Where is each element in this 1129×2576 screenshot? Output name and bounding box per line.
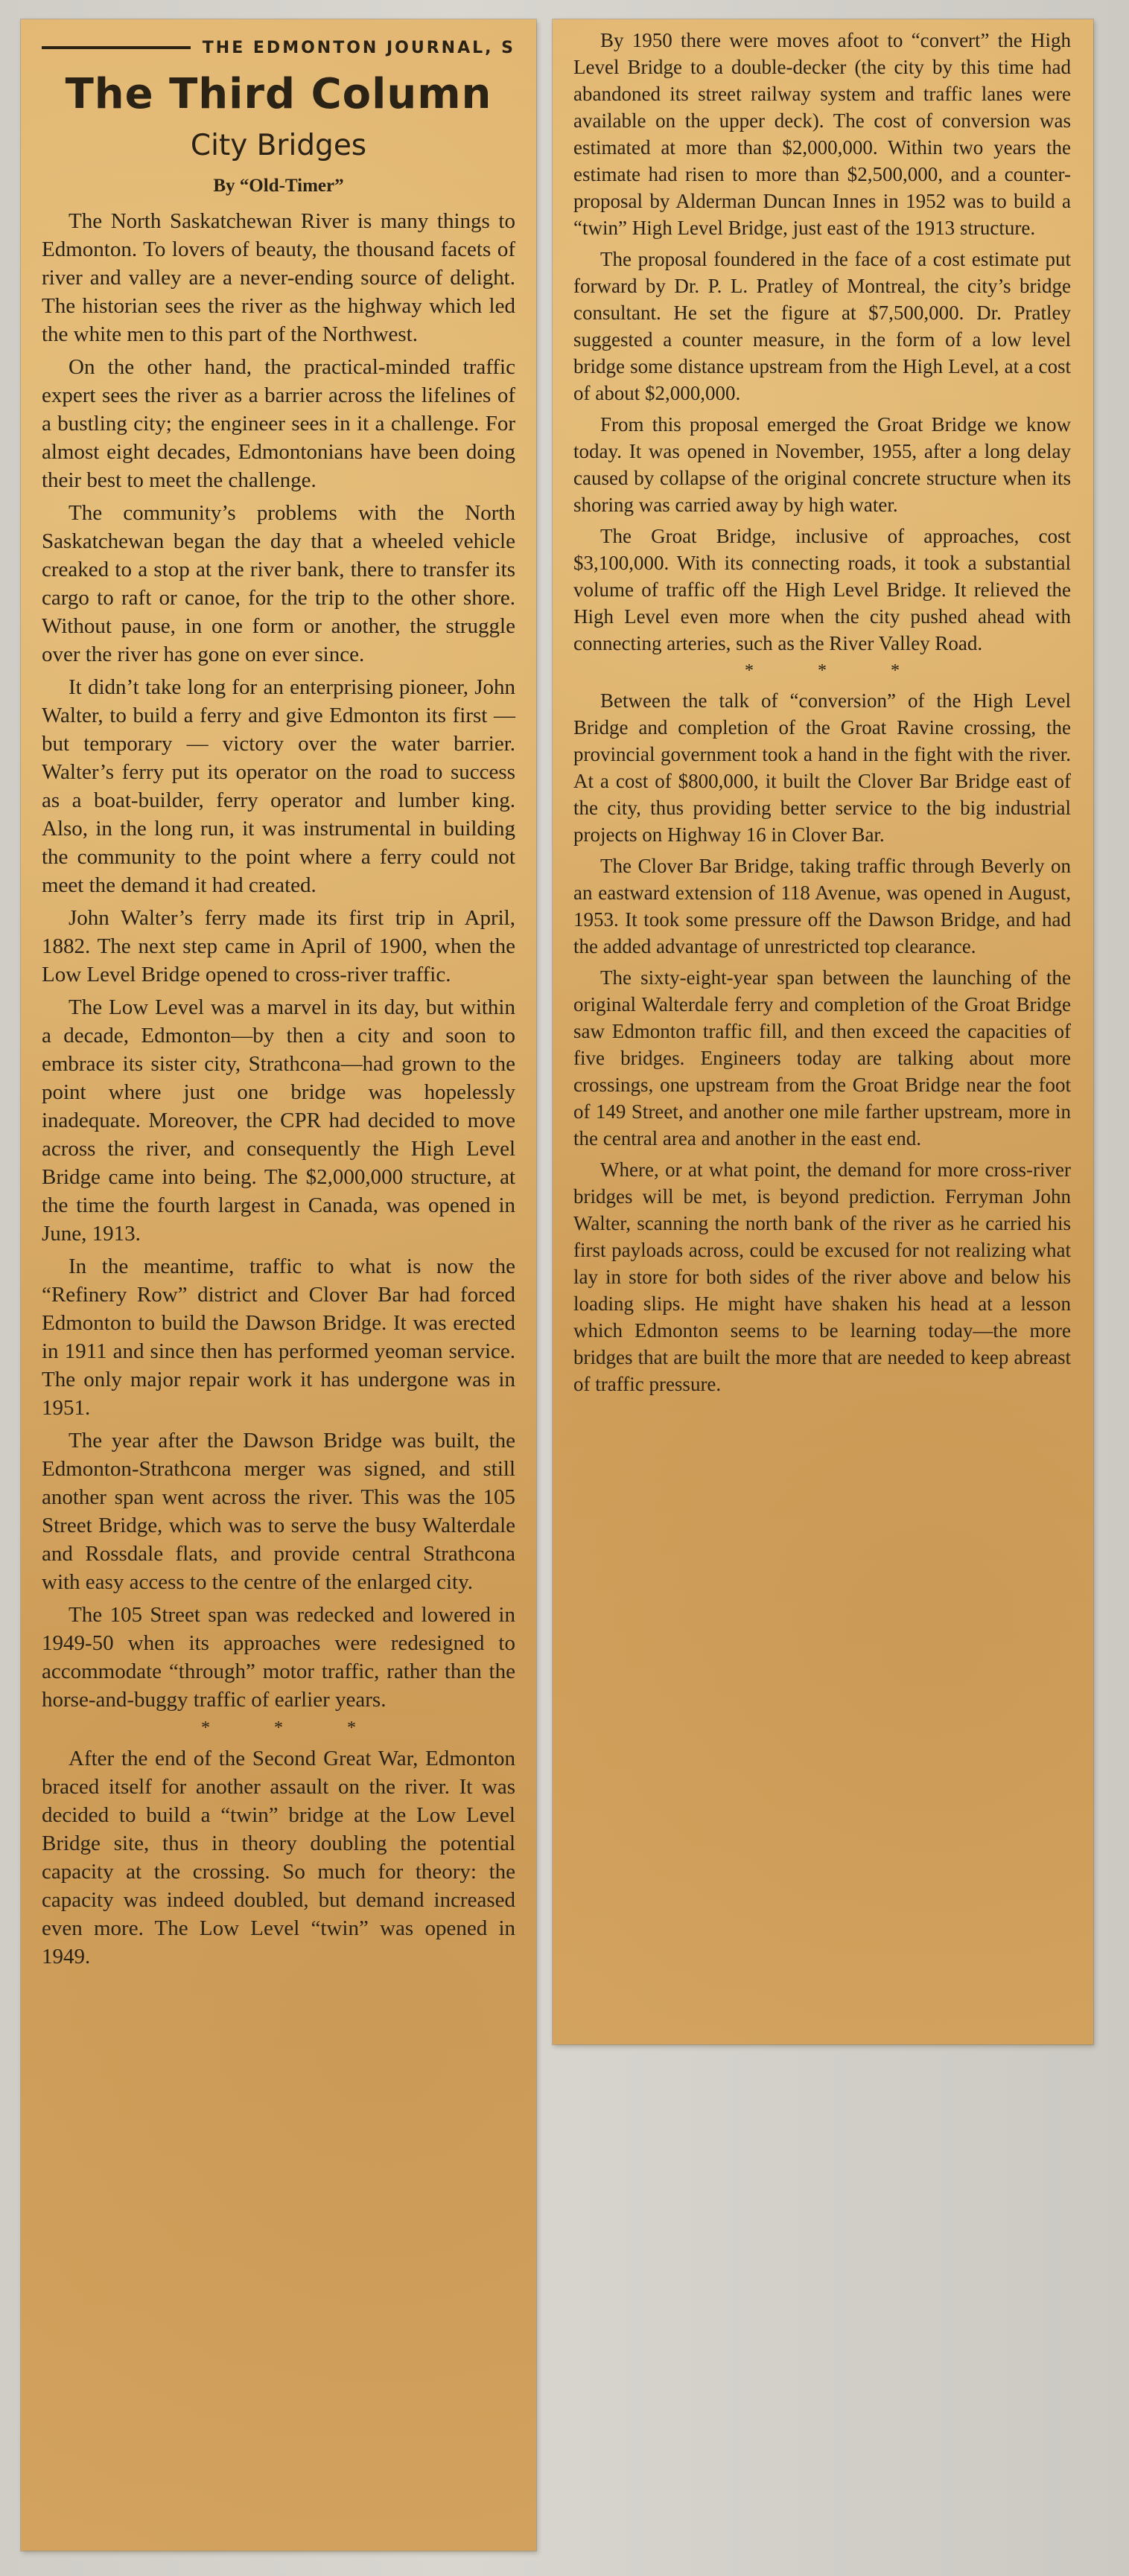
paragraph: Where, or at what point, the demand for more cross-river bridges will be met, is beyond prediction. Ferryman John Walter, scanning the north bank of the river as he carried his first payloads across, could be excused for not realizing what lay in store for both sides of the river above and below his loading slips. He might have shaken his head at a lesson which Edmonton seems to be learning today—the more bridges that are built the more that are needed to keep abreast of traffic pressure. — [573, 1158, 1071, 1395]
paragraph: From this proposal emerged the Groat Bridge we know today. It was opened in November, 1955, after a long delay caused by collapse of the original concrete structure when its shoring was carried away by high water. — [573, 413, 1071, 516]
paragraph: The proposal foundered in the face of a cost estimate put forward by Dr. P. L. Pratley of Montreal, the city’s bridge consultant. He set the figure at $7,500,000. Dr. Pratley suggested a counter measure, in the form of a low level bridge some distance upstream from the High Level, at a cost of about $2,000,000. — [573, 248, 1071, 404]
headline: The Third Column — [65, 70, 492, 118]
paragraph: It didn’t take long for an enterprising pioneer, John Walter, to build a ferry and give Edmonton its first —but temporary — victory over the water barrier. Walter’s ferry put its operator on the road to success as a boat-builder, ferry operator and lumber king. Also, in the long run, it was instrumental in building the community to the point where a ferry could not meet the demand it had created. — [42, 675, 515, 897]
right-column-body — [573, 27, 1071, 1397]
newspaper-name: THE EDMONTON JOURNAL, S — [202, 38, 515, 57]
subheadline: City Bridges — [190, 129, 367, 162]
section-divider: * * * — [201, 1718, 386, 1738]
clipping-left-column — [21, 19, 536, 2551]
paragraph: John Walter’s ferry made its first trip in April, 1882. The next step came in April of 1900, when the Low Level Bridge opened to cross-river traffic. — [42, 906, 515, 986]
paragraph: The community’s problems with the North Saskatchewan began the day that a wheeled vehicle creaked to a stop at the river bank, there to transfer its cargo to raft or canoe, for the trip to the other shore. Without pause, in one form or another, the struggle over the river has gone on ever since. — [42, 501, 515, 666]
paragraph: The Groat Bridge, inclusive of approaches, cost $3,100,000. With its connecting roads, it took a substantial volume of traffic off the High Level Bridge. It relieved the High Level even more when the city pushed ahead with connecting arteries, such as the River Valley Road. — [573, 525, 1071, 654]
masthead — [42, 33, 515, 63]
paragraph: The sixty-eight-year span between the launching of the original Walterdale ferry and completion of the Groat Bridge saw Edmonton traffic fill, and then exceed the capacities of five bridges. Engineers today are talking about more crossings, one upstream from the Groat Bridge near the foot of 149 Street, and another one mile farther upstream, more in the central area and another in the east end. — [573, 966, 1071, 1150]
byline: By “Old-Timer” — [213, 176, 344, 196]
paragraph: The 105 Street span was redecked and lowered in 1949-50 when its approaches were redesigned to accommodate “through” motor traffic, rather than the horse-and-buggy traffic of earlier years. — [42, 1603, 515, 1712]
section-divider: * * * — [745, 661, 929, 680]
paragraph: The Low Level was a marvel in its day, but within a decade, Edmonton—by then a city and soon to embrace its sister city, Strathcona—had grown to the point where just one bridge was hopelessly inadequate. Moreover, the CPR had decided to move across the river, and consequently the High Level Bridge came into being. The $2,000,000 structure, at the time the fourth largest in Canada, was opened in June, 1913. — [42, 995, 515, 1246]
paragraph: The year after the Dawson Bridge was built, the Edmonton-Strathcona merger was signed, and still another span went across the river. This was the 105 Street Bridge, which was to serve the busy Walterdale and Rossdale flats, and provide central Strathcona with easy access to the centre of the enlarged city. — [42, 1429, 515, 1594]
left-column-body — [42, 207, 515, 1971]
clipping-right-column — [553, 19, 1093, 2044]
masthead-rule — [42, 46, 191, 49]
paragraph: On the other hand, the practical-minded traffic expert sees the river as a barrier across the lifelines of a bustling city; the engineer sees in it a challenge. For almost eight decades, Edmontonians have been doing their best to meet the challenge. — [42, 355, 515, 492]
paragraph: The North Saskatchewan River is many things to Edmonton. To lovers of beauty, the thousand facets of river and valley are a never-ending source of delight. The historian sees the river as the highway which led the white men to this part of the Northwest. — [42, 209, 515, 346]
paragraph: The Clover Bar Bridge, taking traffic through Beverly on an eastward extension of 118 Avenue, was opened in August, 1953. It took some pressure off the Dawson Bridge, and had the added advantage of unrestricted top clearance. — [573, 855, 1071, 957]
paragraph: Between the talk of “conversion” of the High Level Bridge and completion of the Groat Ravine crossing, the provincial government took a hand in the fight with the river. At a cost of $800,000, it built the Clover Bar Bridge east of the city, thus providing better service to the big industrial projects on Highway 16 in Clover Bar. — [573, 689, 1071, 846]
paragraph: In the meantime, traffic to what is now the “Refinery Row” district and Clover Bar had forced Edmonton to build the Dawson Bridge. It was erected in 1911 and since then has performed yeoman service. The only major repair work it has undergone was in 1951. — [42, 1254, 515, 1420]
paragraph: By 1950 there were moves afoot to “convert” the High Level Bridge to a double-decker (the city by this time had abandoned its street railway system and traffic lanes were available on the upper deck). The cost of conversion was estimated at more than $2,000,000. Within two years the estimate had risen to more than $2,500,000, and a counter-proposal by Alderman Duncan Innes in 1952 was to build a “twin” High Level Bridge, just east of the 1913 structure. — [573, 29, 1071, 239]
paragraph: After the end of the Second Great War, Edmonton braced itself for another assault on the river. It was decided to build a “twin” bridge at the Low Level Bridge site, thus in theory doubling the potential capacity at the crossing. So much for theory: the capacity was indeed doubled, but demand increased even more. The Low Level “twin” was opened in 1949. — [42, 1747, 515, 1968]
